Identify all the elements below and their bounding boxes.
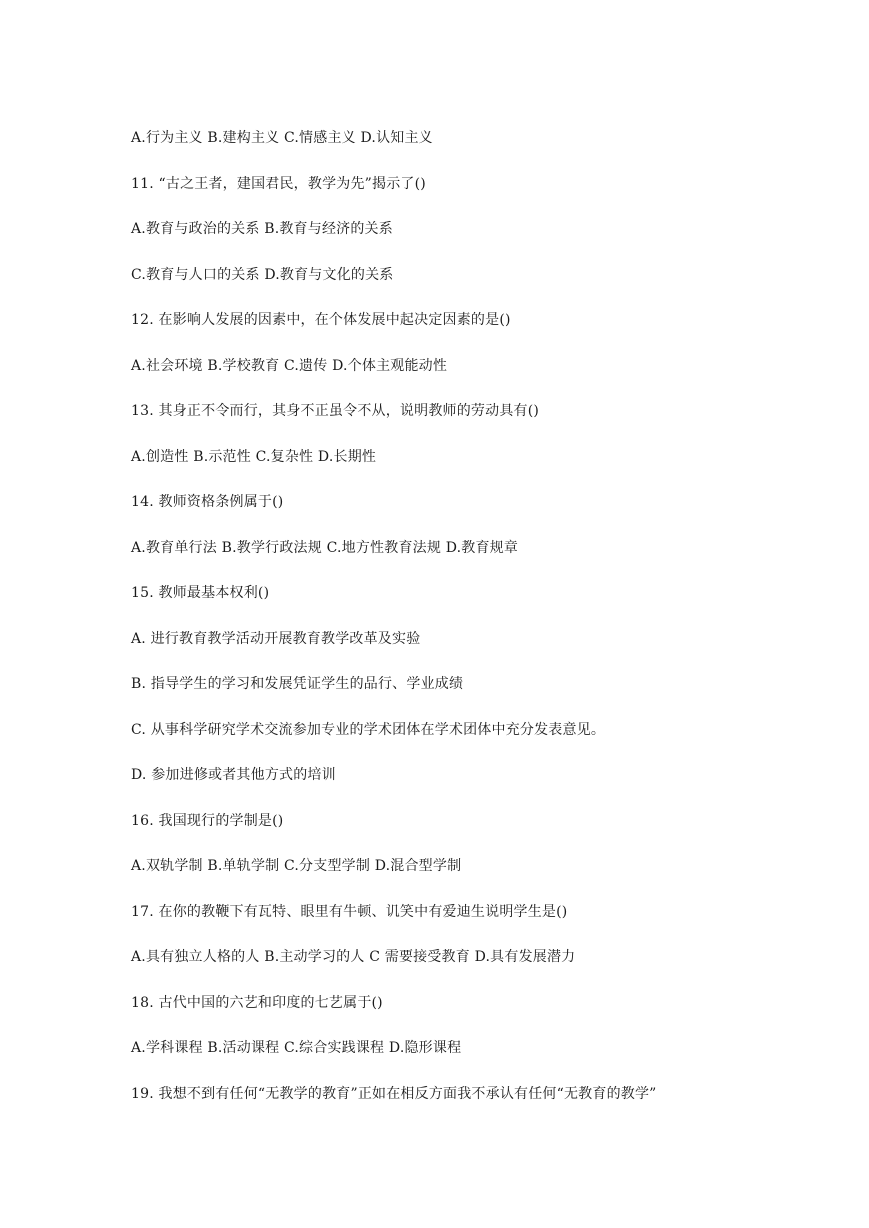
question-14: 14. 教师资格条例属于() [131, 494, 284, 510]
answer-options-q13: A.创造性 B.示范性 C.复杂性 D.长期性 [131, 449, 377, 465]
answer-option-q15-d: D. 参加进修或者其他方式的培训 [131, 767, 336, 783]
question-17: 17. 在你的教鞭下有瓦特、眼里有牛顿、讥笑中有爱迪生说明学生是() [131, 904, 568, 920]
answer-options-q18: A.学科课程 B.活动课程 C.综合实践课程 D.隐形课程 [131, 1040, 462, 1056]
answer-options-q10: A.行为主义 B.建构主义 C.情感主义 D.认知主义 [131, 130, 433, 146]
answer-options-q16: A.双轨学制 B.单轨学制 C.分支型学制 D.混合型学制 [131, 858, 462, 874]
answer-option-q15-b: B. 指导学生的学习和发展凭证学生的品行、学业成绩 [131, 676, 464, 692]
question-11: 11. “古之王者，建国君民，教学为先”揭示了() [131, 176, 426, 192]
answer-options-q12: A.社会环境 B.学校教育 C.遗传 D.个体主观能动性 [131, 358, 448, 374]
question-16: 16. 我国现行的学制是() [131, 813, 284, 829]
answer-option-q15-c: C. 从事科学研究学术交流参加专业的学术团体在学术团体中充分发表意见。 [131, 722, 606, 738]
answer-options-q14: A.教育单行法 B.教学行政法规 C.地方性教育法规 D.教育规章 [131, 540, 519, 556]
answer-options-q17: A.具有独立人格的人 B.主动学习的人 C 需要接受教育 D.具有发展潜力 [131, 949, 576, 965]
question-19: 19. 我想不到有任何“无教学的教育”正如在相反方面我不承认有任何“无教育的教学” [131, 1086, 657, 1102]
question-18: 18. 古代中国的六艺和印度的七艺属于() [131, 995, 383, 1011]
answer-option-q15-a: A. 进行教育教学活动开展教育教学改革及实验 [131, 631, 421, 647]
question-13: 13. 其身正不令而行，其身不正虽令不从，说明教师的劳动具有() [131, 403, 540, 419]
answer-options-q11-cd: C.教育与人口的关系 D.教育与文化的关系 [131, 267, 394, 283]
question-12: 12. 在影响人发展的因素中，在个体发展中起决定因素的是() [131, 312, 511, 328]
question-15: 15. 教师最基本权利() [131, 585, 270, 601]
answer-options-q11-ab: A.教育与政治的关系 B.教育与经济的关系 [131, 221, 393, 237]
